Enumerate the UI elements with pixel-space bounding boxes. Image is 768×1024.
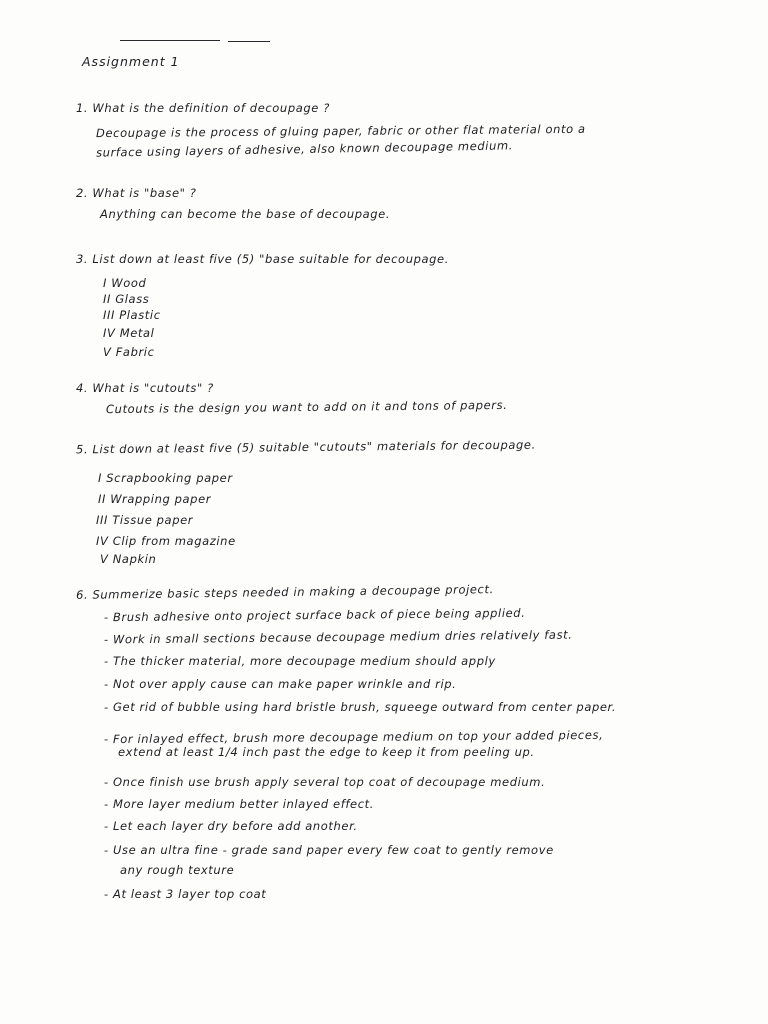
question-3: 3. List down at least five (5) "base suitable for decoupage. [76, 252, 449, 266]
answer-1-line-1: Decoupage is the process of gluing paper, fabric or other flat material onto a [95, 121, 586, 141]
list-item: IV Metal [103, 326, 155, 340]
step-item: - Once finish use brush apply several top coat of decoupage medium. [104, 775, 546, 789]
answer-1-line-2: surface using layers of adhesive, also known decoupage medium. [95, 138, 514, 160]
question-5: 5. List down at least five (5) suitable "cutouts" materials for decoupage. [75, 437, 536, 457]
step-item: - More layer medium better inlayed effect. [104, 797, 374, 811]
header-line [120, 40, 220, 41]
list-item: V Fabric [103, 345, 155, 359]
step-item: - Brush adhesive onto project surface back of piece being applied. [103, 605, 526, 625]
step-item-continued: any rough texture [120, 863, 235, 877]
list-item: II Wrapping paper [98, 492, 212, 506]
step-item: - At least 3 layer top coat [104, 887, 267, 901]
answer-2: Anything can become the base of decoupage. [100, 207, 391, 221]
step-item: - For inlayed effect, brush more decoupage medium on top your added pieces, [103, 727, 604, 747]
list-item: I Scrapbooking paper [98, 471, 233, 485]
list-item: I Wood [103, 276, 147, 290]
step-item: - Let each layer dry before add another. [104, 819, 358, 833]
page-title: Assignment 1 [82, 54, 180, 69]
question-1: 1. What is the definition of decoupage ? [76, 101, 330, 115]
answer-4: Cutouts is the design you want to add on it and tons of papers. [105, 397, 508, 417]
question-6: 6. Summerize basic steps needed in making a decoupage project. [75, 582, 494, 602]
list-item: III Plastic [103, 308, 161, 322]
step-item-continued: extend at least 1/4 inch past the edge to keep it from peeling up. [118, 745, 535, 759]
list-item: V Napkin [100, 552, 157, 566]
step-item: - Not over apply cause can make paper wrinkle and rip. [104, 677, 457, 691]
header-line-short [228, 41, 270, 42]
question-4: 4. What is "cutouts" ? [76, 381, 214, 395]
step-item: - Get rid of bubble using hard bristle brush, squeege outward from center paper. [104, 700, 617, 714]
list-item: IV Clip from magazine [96, 534, 236, 548]
question-2: 2. What is "base" ? [76, 186, 197, 200]
step-item: - Work in small sections because decoupage medium dries relatively fast. [103, 627, 573, 647]
list-item: III Tissue paper [96, 513, 194, 527]
step-item: - Use an ultra fine - grade sand paper every few coat to gently remove [104, 843, 554, 857]
list-item: II Glass [103, 292, 150, 306]
step-item: - The thicker material, more decoupage medium should apply [104, 654, 496, 668]
